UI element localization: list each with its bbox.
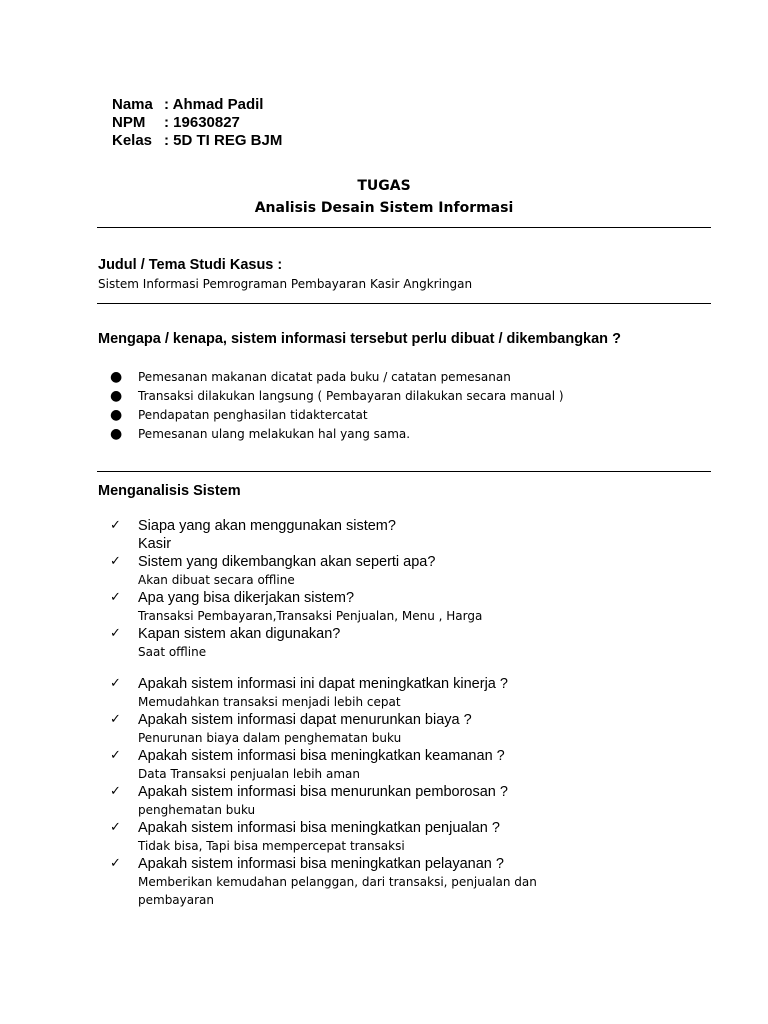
analysis-heading: Menganalisis Sistem	[98, 483, 241, 499]
answer-text: Memudahkan transaksi menjadi lebih cepat	[138, 695, 401, 709]
answer-text: Tidak bisa, Tapi bisa mempercepat transaksi	[138, 839, 405, 853]
answer-text: Akan dibuat secara offline	[138, 573, 295, 587]
checklist-item	[110, 589, 558, 625]
check-icon: ✓	[110, 626, 121, 641]
check-icon: ✓	[110, 856, 121, 871]
divider	[97, 303, 711, 304]
student-identity	[112, 96, 282, 150]
list-item-text: Transaksi dilakukan langsung ( Pembayaran dilakukan secara manual )	[138, 389, 564, 403]
question-text: Kapan sistem akan digunakan?	[138, 626, 341, 642]
question-text: Apakah sistem informasi dapat menurunkan biaya ?	[138, 712, 472, 728]
identity-key: NPM	[112, 114, 146, 131]
list-item-text: Pemesanan makanan dicatat pada buku / catatan pemesanan	[138, 370, 511, 384]
why-list	[110, 368, 564, 444]
why-heading: Mengapa / kenapa, sistem informasi tersebut perlu dibuat / dikembangkan ?	[98, 331, 621, 347]
question-text: Siapa yang akan menggunakan sistem?	[138, 518, 396, 534]
checklist-item	[110, 553, 558, 589]
checklist-item	[110, 855, 558, 909]
check-icon: ✓	[110, 554, 121, 569]
identity-value: : 5D TI REG BJM	[164, 132, 283, 149]
answer-text: Penurunan biaya dalam penghematan buku	[138, 731, 402, 745]
identity-row-class	[112, 132, 282, 150]
answer-text: Data Transaksi penjualan lebih aman	[138, 767, 360, 781]
list-item-text: Pendapatan penghasilan tidaktercatat	[138, 408, 368, 422]
question-text: Apakah sistem informasi ini dapat meningkatkan kinerja ?	[138, 676, 508, 692]
checklist-item	[110, 819, 558, 855]
list-item	[110, 368, 564, 387]
checklist-item	[110, 747, 558, 783]
check-icon: ✓	[110, 590, 121, 605]
list-item	[110, 406, 564, 425]
list-item	[110, 425, 564, 444]
question-text: Apakah sistem informasi bisa menurunkan pemborosan ?	[138, 784, 508, 800]
answer-text: Memberikan kemudahan pelanggan, dari transaksi, penjualan dan pembayaran	[138, 875, 537, 907]
divider	[97, 471, 711, 472]
list-item	[110, 387, 564, 406]
bullet-icon: ●	[110, 426, 123, 442]
checklist-item	[110, 675, 558, 711]
bullet-icon: ●	[110, 407, 123, 423]
answer-text: Kasir	[138, 536, 172, 552]
identity-row-npm	[112, 114, 282, 132]
checklist-item	[110, 783, 558, 819]
case-study-text: Sistem Informasi Pemrograman Pembayaran Kasir Angkringan	[98, 277, 473, 291]
identity-value: : 19630827	[164, 114, 240, 131]
check-icon: ✓	[110, 784, 121, 799]
title-line-2: Analisis Desain Sistem Informasi	[254, 200, 514, 216]
check-icon: ✓	[110, 820, 121, 835]
check-icon: ✓	[110, 676, 121, 691]
document-title	[0, 175, 768, 219]
analysis-checklist	[110, 517, 558, 909]
case-study-heading: Judul / Tema Studi Kasus :	[98, 257, 283, 273]
bullet-icon: ●	[110, 388, 123, 404]
identity-key: Nama	[112, 96, 153, 113]
identity-key: Kelas	[112, 132, 153, 149]
checklist-item	[110, 625, 558, 661]
check-icon: ✓	[110, 518, 121, 533]
question-text: Apakah sistem informasi bisa meningkatkan keamanan ?	[138, 748, 505, 764]
list-item-text: Pemesanan ulang melakukan hal yang sama.	[138, 427, 411, 441]
checklist-item	[110, 517, 558, 553]
check-icon: ✓	[110, 748, 121, 763]
question-text: Apakah sistem informasi bisa meningkatkan pelayanan ?	[138, 856, 504, 872]
answer-text: penghematan buku	[138, 803, 256, 817]
title-line-1: TUGAS	[357, 178, 411, 194]
identity-value: : Ahmad Padil	[164, 96, 264, 113]
bullet-icon: ●	[110, 369, 123, 385]
answer-text: Transaksi Pembayaran,Transaksi Penjualan, Menu , Harga	[138, 609, 483, 623]
checklist-item	[110, 711, 558, 747]
question-text: Sistem yang dikembangkan akan seperti apa?	[138, 554, 436, 570]
divider	[97, 227, 711, 228]
check-icon: ✓	[110, 712, 121, 727]
answer-text: Saat offline	[138, 645, 207, 659]
identity-row-name	[112, 96, 282, 114]
question-text: Apakah sistem informasi bisa meningkatkan penjualan ?	[138, 820, 500, 836]
question-text: Apa yang bisa dikerjakan sistem?	[138, 590, 355, 606]
